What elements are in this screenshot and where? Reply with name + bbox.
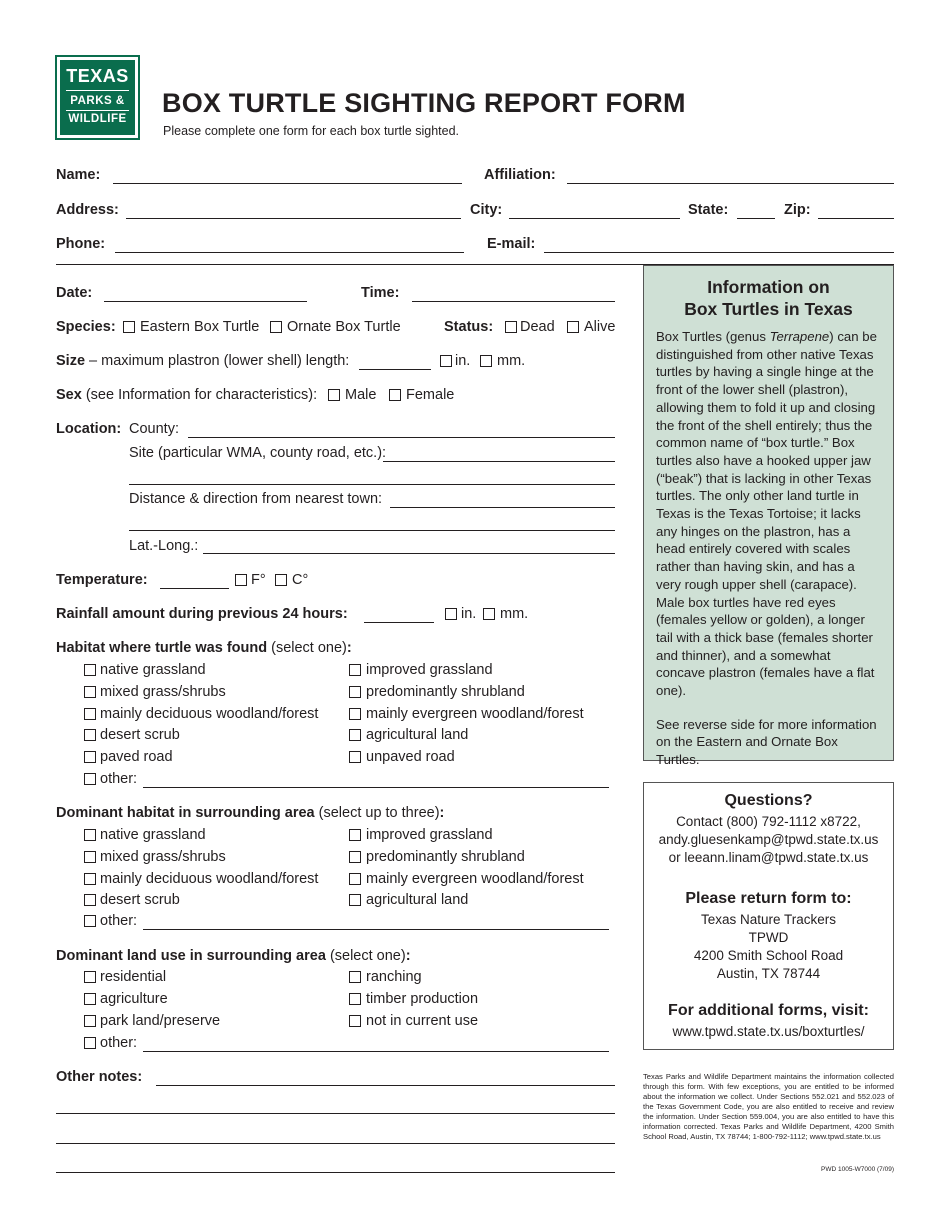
rainfall-in-checkbox[interactable] — [445, 608, 457, 620]
temp-c-checkbox[interactable] — [275, 574, 287, 586]
city-field[interactable] — [509, 218, 680, 219]
landuse-other-checkbox[interactable] — [84, 1037, 96, 1049]
county-label: County: — [129, 421, 179, 437]
habitat-option-label: desert scrub — [100, 727, 180, 744]
habitat-other-checkbox[interactable] — [84, 773, 96, 785]
info-footer: See reverse side for more information on the Eastern and Ornate Box Turtles. — [656, 716, 877, 768]
surrounding-option-label: mixed grass/shrubs — [100, 848, 226, 865]
landuse-option-label: park land/preserve — [100, 1013, 221, 1029]
info-body-rest: ) can be distinguished from other native Texas turtles by having a single hinge at the front of the lower shell (plastron), allowing them to fold it up and closing the front of the shell entirely; thus the common name of “box turtle.” Box turtles also have a hooked upper jaw (“beak”) that is lacking in other Texas turtles. The only other land turtle in Texas is the Texas Tortoise; it lacks any hinges on the plastron, has a head entirely covered with scales rather than having skin, and has a very rough upper shell (carapace). Male box turtles have red eyes (females yellow or golden), a longer tail with a thick base (females shorter and thinner), and a somewhat concave plastron (females have a flat one). — [656, 329, 877, 699]
size-mm-label: mm. — [497, 353, 526, 369]
size-label: Size — [56, 353, 86, 369]
surrounding-other-field[interactable] — [143, 929, 609, 930]
return-addr1: Texas Nature Trackers — [700, 912, 837, 927]
time-field[interactable] — [412, 301, 615, 302]
species-label: Species: — [56, 319, 116, 335]
landuse-left-checkbox[interactable] — [84, 1015, 96, 1027]
info-title-line2: Box Turtles in Texas — [684, 299, 853, 319]
habitat-heading — [56, 640, 352, 656]
form-code: PWD 1005-W7000 (7/09) — [821, 1166, 894, 1173]
landuse-option-label: ranching — [366, 969, 422, 985]
address-field[interactable] — [126, 218, 461, 219]
latlong-field[interactable] — [203, 553, 615, 554]
date-label: Date: — [56, 285, 93, 301]
questions-panel — [643, 782, 894, 1050]
logo-parks: PARKS & — [70, 95, 125, 107]
other-notes-label: Other notes: — [56, 1069, 143, 1085]
info-panel — [643, 265, 894, 768]
questions-contact: Contact (800) 792-1112 x8722, — [676, 814, 861, 829]
distance-field-line2[interactable] — [129, 530, 615, 531]
legal-notice: Texas Parks and Wildlife Department maintains the information collected through this form. With few exceptions, you are entitled to be informed about the information we collect. Under Sections 552.021 and 552.023 of the Texas Government Code, you are also entitled to receive and review the information. Under Section 559.004, you are also entitled to have this information corrected. Texas Parks and Wildlife Department, 4200 Smith School Road, Austin, TX 78744; 1-800-792-1112; www.tpwd.state.tx.us — [643, 1072, 894, 1141]
habitat-option-label: native grassland — [100, 662, 206, 678]
info-title-line1: Information on — [707, 277, 830, 297]
info-genus: Terrapene — [769, 329, 830, 344]
habitat-heading-colon: : — [346, 640, 352, 656]
return-heading: Please return form to: — [685, 890, 852, 907]
habitat-right-checkbox[interactable] — [349, 751, 361, 763]
email-label: E-mail: — [487, 236, 536, 252]
zip-field[interactable] — [818, 218, 894, 219]
landuse-left-checkbox[interactable] — [84, 971, 96, 983]
sex-male-label: Male — [345, 387, 377, 403]
rainfall-field[interactable] — [364, 622, 434, 623]
affiliation-label: Affiliation: — [484, 167, 556, 183]
temperature-label: Temperature: — [56, 572, 148, 588]
site-field-line2[interactable] — [129, 484, 615, 485]
temp-f-checkbox[interactable] — [235, 574, 247, 586]
habitat-left-checkbox[interactable] — [84, 686, 96, 698]
surrounding-option-label: mainly evergreen woodland/forest — [366, 870, 584, 887]
habitat-option-label: mixed grass/shrubs — [100, 683, 226, 700]
size-in-label: in. — [455, 353, 471, 369]
habitat-option-label: predominantly shrubland — [366, 683, 525, 700]
habitat-left-checkbox[interactable] — [84, 708, 96, 720]
surrounding-left-checkbox[interactable] — [84, 873, 96, 885]
city-label: City: — [470, 202, 503, 218]
sex-row — [56, 387, 317, 403]
habitat-heading-note: (select one) — [271, 640, 347, 656]
surrounding-other-checkbox[interactable] — [84, 915, 96, 927]
landuse-option-label: residential — [100, 969, 167, 985]
status-dead-checkbox[interactable] — [505, 321, 517, 333]
rainfall-in-label: in. — [461, 606, 477, 622]
phone-label: Phone: — [56, 236, 106, 252]
rainfall-mm-label: mm. — [500, 606, 529, 622]
habitat-other-label: other: — [100, 771, 138, 787]
date-field[interactable] — [104, 301, 307, 302]
state-label: State: — [688, 202, 729, 218]
questions-email2[interactable]: or leeann.linam@tpwd.state.tx.us — [668, 850, 869, 865]
size-field[interactable] — [359, 369, 431, 370]
habitat-right-checkbox[interactable] — [349, 664, 361, 676]
habitat-left-checkbox[interactable] — [84, 664, 96, 676]
name-field[interactable] — [113, 183, 462, 184]
logo-wildlife: WILDLIFE — [68, 113, 127, 125]
rainfall-label: Rainfall amount during previous 24 hours: — [56, 606, 348, 622]
surrounding-option-label: predominantly shrubland — [366, 848, 525, 865]
questions-heading: Questions? — [724, 792, 813, 809]
landuse-left-checkbox[interactable] — [84, 993, 96, 1005]
landuse-right-checkbox[interactable] — [349, 1015, 361, 1027]
surrounding-left-checkbox[interactable] — [84, 851, 96, 863]
landuse-option-label: agriculture — [100, 991, 168, 1007]
questions-email1[interactable]: andy.gluesenkamp@tpwd.state.tx.us — [658, 832, 879, 847]
landuse-heading — [56, 948, 411, 964]
info-body — [656, 328, 881, 700]
temp-c-label: C° — [292, 572, 309, 588]
status-label: Status: — [444, 319, 494, 335]
surrounding-option-label: agricultural land — [366, 892, 469, 909]
phone-field[interactable] — [115, 252, 464, 253]
temperature-field[interactable] — [160, 588, 229, 589]
location-label: Location: — [56, 421, 122, 437]
habitat-option-label: mainly deciduous woodland/forest — [100, 705, 319, 722]
notes-line-2[interactable] — [56, 1113, 615, 1114]
habitat-option-label: unpaved road — [366, 749, 455, 766]
status-alive-label: Alive — [584, 319, 616, 335]
landuse-option-label: not in current use — [366, 1013, 479, 1029]
surrounding-option-label: improved grassland — [366, 827, 493, 843]
habitat-option-label: mainly evergreen woodland/forest — [366, 705, 584, 722]
habitat-right-checkbox[interactable] — [349, 708, 361, 720]
surrounding-option-label: mainly deciduous woodland/forest — [100, 870, 319, 887]
habitat-left-checkbox[interactable] — [84, 751, 96, 763]
temp-f-label: F° — [251, 572, 266, 588]
habitat-option-label: paved road — [100, 749, 173, 766]
size-mm-checkbox[interactable] — [480, 355, 492, 367]
habitat-left-checkbox[interactable] — [84, 729, 96, 741]
status-dead-label: Dead — [520, 319, 555, 335]
surrounding-heading — [56, 805, 444, 821]
surrounding-right-checkbox[interactable] — [349, 894, 361, 906]
surrounding-option-label: native grassland — [100, 827, 206, 843]
size-description: – maximum plastron (lower shell) length: — [89, 353, 350, 369]
page-title: BOX TURTLE SIGHTING REPORT FORM — [162, 88, 686, 118]
species-ornate-label: Ornate Box Turtle — [287, 319, 401, 335]
distance-field[interactable] — [390, 507, 615, 508]
latlong-label: Lat.-Long.: — [129, 538, 199, 554]
habitat-heading-text: Habitat where turtle was found — [56, 640, 268, 656]
return-addr2: TPWD — [748, 930, 789, 945]
forms-url[interactable]: www.tpwd.state.tx.us/boxturtles/ — [672, 1024, 865, 1039]
info-body-start: Box Turtles (genus — [656, 329, 770, 344]
landuse-option-label: timber production — [366, 991, 479, 1007]
page-subtitle: Please complete one form for each box turtle sighted. — [163, 124, 459, 138]
county-field[interactable] — [188, 437, 615, 438]
surrounding-heading-text: Dominant habitat in surrounding area — [56, 805, 315, 821]
surrounding-heading-colon: : — [439, 805, 445, 821]
surrounding-heading-note: (select up to three) — [318, 805, 440, 821]
tpwd-logo — [55, 55, 140, 140]
sex-label: Sex — [56, 387, 82, 403]
site-label: Site (particular WMA, county road, etc.): — [129, 445, 387, 461]
species-eastern-checkbox[interactable] — [123, 321, 135, 333]
size-in-checkbox[interactable] — [440, 355, 452, 367]
return-addr3: 4200 Smith School Road — [693, 948, 844, 963]
sex-description: (see Information for characteristics): — [85, 387, 318, 403]
distance-label: Distance & direction from nearest town: — [129, 491, 383, 507]
notes-line-1[interactable] — [156, 1085, 615, 1086]
landuse-right-checkbox[interactable] — [349, 971, 361, 983]
habitat-other-field[interactable] — [143, 787, 609, 788]
sex-female-label: Female — [406, 387, 455, 403]
logo-texas: TEXAS — [66, 66, 129, 86]
habitat-option-label: improved grassland — [366, 662, 493, 678]
time-label: Time: — [361, 285, 400, 301]
landuse-other-label: other: — [100, 1035, 138, 1051]
habitat-right-checkbox[interactable] — [349, 686, 361, 698]
landuse-heading-note: (select one) — [329, 948, 406, 964]
surrounding-left-checkbox[interactable] — [84, 829, 96, 841]
landuse-right-checkbox[interactable] — [349, 993, 361, 1005]
site-field[interactable] — [383, 461, 615, 462]
species-ornate-checkbox[interactable] — [270, 321, 282, 333]
notes-line-4[interactable] — [56, 1172, 615, 1173]
forms-heading: For additional forms, visit: — [668, 1002, 869, 1019]
sex-male-checkbox[interactable] — [328, 389, 340, 401]
landuse-heading-text: Dominant land use in surrounding area — [56, 948, 326, 964]
email-field[interactable] — [544, 252, 894, 253]
size-row — [56, 353, 349, 369]
habitat-right-checkbox[interactable] — [349, 729, 361, 741]
surrounding-left-checkbox[interactable] — [84, 894, 96, 906]
surrounding-right-checkbox[interactable] — [349, 873, 361, 885]
zip-label: Zip: — [784, 202, 811, 218]
return-addr4: Austin, TX 78744 — [716, 966, 821, 981]
name-label: Name: — [56, 167, 101, 183]
status-alive-checkbox[interactable] — [567, 321, 579, 333]
habitat-option-label: agricultural land — [366, 727, 469, 744]
landuse-heading-colon: : — [405, 948, 411, 964]
sex-female-checkbox[interactable] — [389, 389, 401, 401]
affiliation-field[interactable] — [567, 183, 894, 184]
surrounding-right-checkbox[interactable] — [349, 851, 361, 863]
landuse-other-field[interactable] — [143, 1051, 609, 1052]
species-eastern-label: Eastern Box Turtle — [140, 319, 260, 335]
surrounding-option-label: desert scrub — [100, 892, 180, 909]
address-label: Address: — [56, 202, 119, 218]
surrounding-other-label: other: — [100, 913, 138, 929]
surrounding-right-checkbox[interactable] — [349, 829, 361, 841]
state-field[interactable] — [737, 218, 775, 219]
notes-line-3[interactable] — [56, 1143, 615, 1144]
rainfall-mm-checkbox[interactable] — [483, 608, 495, 620]
